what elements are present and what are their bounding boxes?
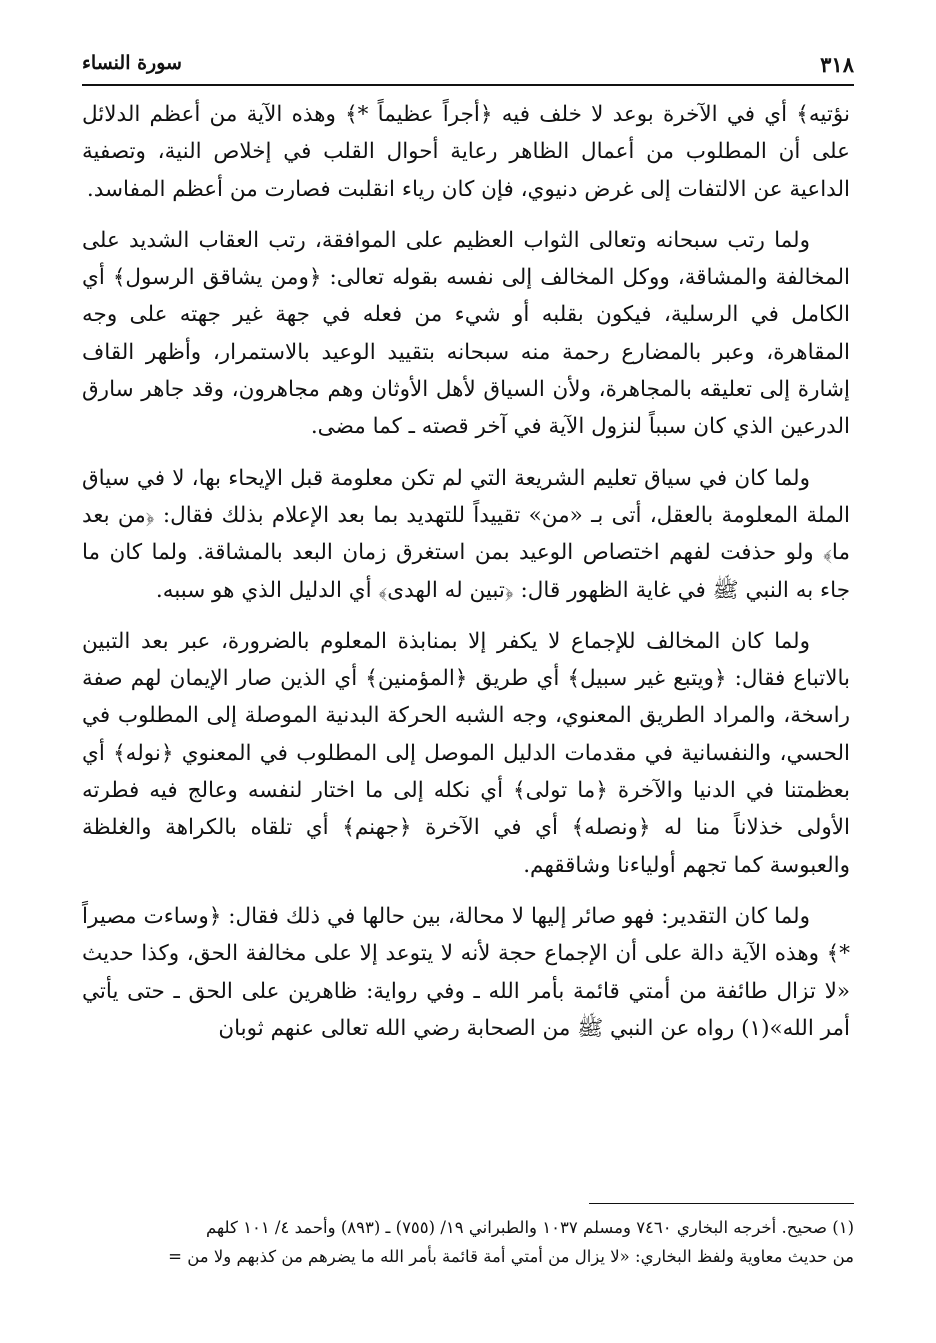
paragraph: نؤتيه﴾ أي في الآخرة بوعد لا خلف فيه ﴿أجراً عظيماً *﴾ وهذه الآية من أعظم الدلائل على أن المطلوب من أعمال الظاهر رعاية أحوال القلب في إخلاص النية، وتصفية الداعية عن الالتفات إلى غرض دنيوي، فإن كان رياء انقلبت فصارت من أعظم المفاسد.	[82, 102, 850, 202]
page-header	[82, 48, 854, 86]
paragraph: ولما رتب سبحانه وتعالى الثواب العظيم على الموافقة، رتب العقاب الشديد على المخالفة والمشاقة، ووكل المخالف إلى نفسه بقوله تعالى: ﴿ومن يشاقق الرسول﴾ أي الكامل في الرسلية، فيكون بقلبه أو شيء من فعله في جهة غير جهته على وجه المقاهرة، وعبر بالمضارع رحمة منه سبحانه بتقييد الوعيد بالاستمرار، وأظهر القاف إشارة إلى تعليقه بالمجاهرة، ولأن السياق لأهل الأوثان وهم مجاهرون، وقد جاهر سارق الدرعين الذي كان سبباً لنزول الآية في آخر قصته ـ كما مضى.	[82, 227, 850, 440]
footnote-divider	[589, 1203, 854, 1204]
surah-title: سورة النساء	[82, 52, 182, 74]
main-text	[82, 96, 850, 1061]
page-number: ٣١٨	[820, 52, 854, 77]
paragraph: ولما كان في سياق تعليم الشريعة التي لم تكن معلومة قبل الإيحاء بها، لا في سياق الملة المعلومة بالعقل، أتى بـ «من» تقييداً للتهديد بما بعد الإعلام بذلك فقال: ﴿من بعد ما﴾ ولو حذفت لفهم اختصاص الوعيد بمن استغرق زمان البعد بالمشاقة. ولما كان ما جاء به النبي ﷺ في غاية الظهور قال: ﴿تبين له الهدى﴾ أي الدليل الذي هو سببه.	[82, 465, 850, 603]
paragraph: ولما كان التقدير: فهو صائر إليها لا محالة، بين حالها في ذلك فقال: ﴿وساءت مصيراً *﴾ وهذه الآية دالة على أن الإجماع حجة لأنه لا يتوعد إلا على مخالفة الحق، وكذا حديث «لا تزال طائفة من أمتي قائمة بأمر الله ـ وفي رواية: ظاهرين على الحق ـ حتى يأتي أمر الله»(١) رواه عن النبي ﷺ من الصحابة رضي الله تعالى عنهم ثوبان	[82, 903, 850, 1041]
footnote-line: من حديث معاوية ولفظ البخاري: «لا يزال من أمتي أمة قائمة بأمر الله ما يضرهم من كذبهم ولا من =	[168, 1247, 854, 1266]
paragraph: ولما كان المخالف للإجماع لا يكفر إلا بمنابذة المعلوم بالضرورة، عبر بعد التبين بالاتباع فقال: ﴿ويتبع غير سبيل﴾ أي طريق ﴿المؤمنين﴾ أي الذين صار الإيمان لهم صفة راسخة، والمراد الطريق المعنوي، وجه الشبه الحركة البدنية الموصلة إلى المطلوب في الحسي، والنفسانية في مقدمات الدليل الموصل إلى المطلوب في المعنوي ﴿نوله﴾ أي بعظمتنا في الدنيا والآخرة ﴿ما تولى﴾ أي نكله إلى ما اختار لنفسه وعالج فيه فطرته الأولى خذلاناً منا له ﴿ونصله﴾ أي في الآخرة ﴿جهنم﴾ أي تلقاه بالكراهة والغلظة والعبوسة كما تجهم أولياءنا وشاققهم.	[82, 628, 850, 878]
footnote-line: (١) صحيح. أخرجه البخاري ٧٤٦٠ ومسلم ١٠٣٧ والطبراني ١٩/ (٧٥٥) ـ (٨٩٣) وأحمد ٤/ ١٠١ كلهم	[205, 1218, 854, 1237]
footnote	[82, 1213, 854, 1271]
